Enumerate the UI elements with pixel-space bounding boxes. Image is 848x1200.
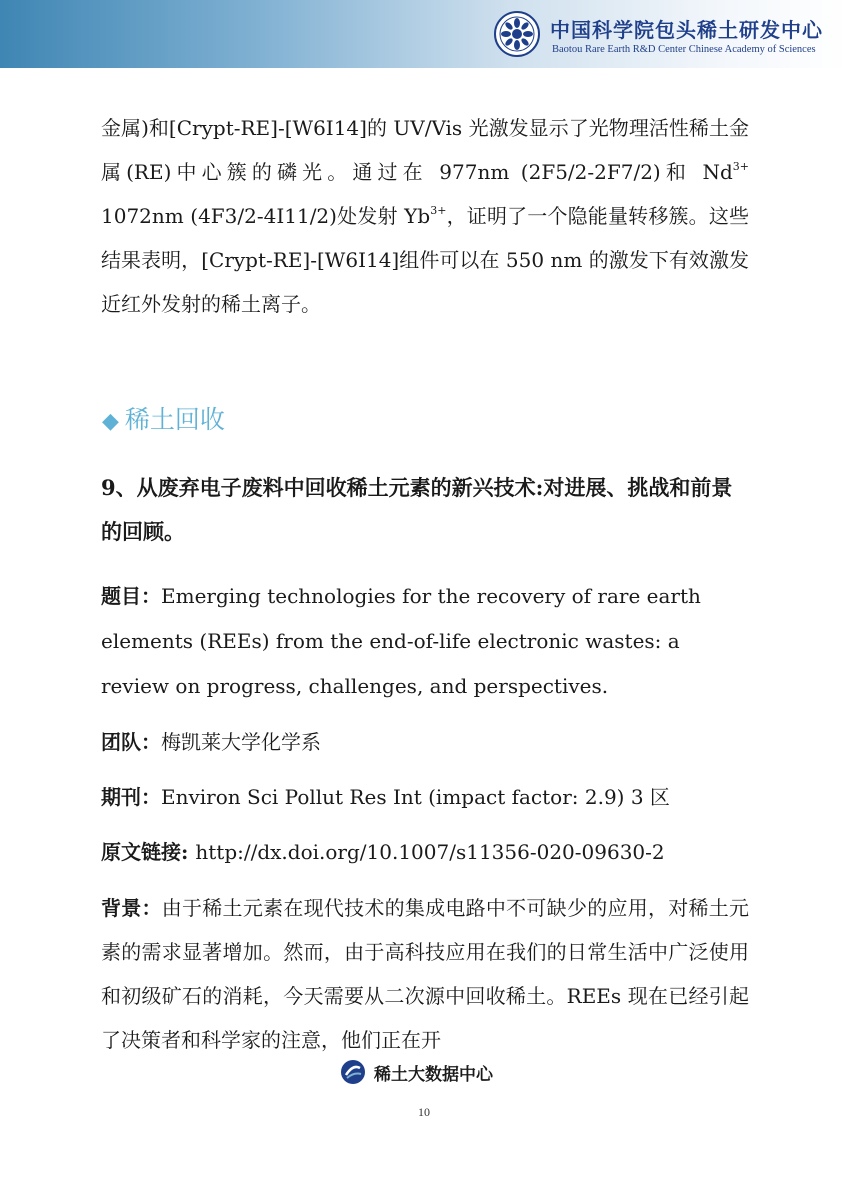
doi-link[interactable]: http://dx.doi.org/10.1007/s11356-020-09630-2	[195, 840, 665, 864]
cas-logo-icon	[494, 11, 540, 57]
article-title: 9、从废弃电子废料中回收稀土元素的新兴技术:对进展、挑战和前景的回顾。	[101, 475, 733, 544]
re-logo-icon	[340, 1059, 366, 1085]
team-value: 梅凯莱大学化学系	[161, 730, 321, 754]
nd-superscript: 3+	[732, 160, 749, 173]
diamond-bullet-icon: ◆	[102, 409, 119, 434]
intro-text-2: 1072nm (4F3/2-4I11/2)处发射 Yb	[101, 204, 431, 228]
link-field	[101, 830, 749, 875]
journal-field	[101, 775, 749, 820]
background-paragraph	[101, 886, 749, 1062]
intro-text-1: 金属)和[Crypt-RE]-[W6I14]的 UV/Vis 光激发显示了光物理活性稀土金属(RE)中心簇的磷光。通过在 977nm (2F5/2-2F7/2)和 Nd	[101, 116, 749, 184]
team-label: 团队：	[101, 730, 161, 754]
title-label: 题目：	[101, 584, 161, 608]
intro-paragraph	[101, 106, 749, 326]
background-value: 由于稀土元素在现代技术的集成电路中不可缺少的应用，对稀土元素的需求显著增加。然而，由于高科技应用在我们的日常生活中广泛使用和初级矿石的消耗，今天需要从二次源中回收稀土。REEs 现在已经引起了决策者和科学家的注意，他们正在开	[101, 896, 750, 1052]
footer-logo-text: 稀土大数据中心	[374, 1064, 493, 1085]
org-name-cn: 中国科学院包头稀土研发中心	[550, 18, 823, 42]
intro-text-3: ，证明了一个隐能量转移簇。这些结果表明，[Crypt-RE]-[W6I14]组件可以在 550 nm 的激发下有效激发近红外发射的稀土离子。	[101, 204, 750, 316]
journal-label: 期刊：	[101, 785, 161, 809]
footer-logo	[340, 1058, 493, 1086]
page-number: 10	[418, 1105, 430, 1119]
title-field	[101, 574, 749, 709]
background-label: 背景：	[101, 896, 162, 920]
team-field	[101, 720, 749, 765]
org-name-en: Baotou Rare Earth R&D Center Chinese Academy of Sciences	[552, 44, 816, 55]
yb-superscript: 3+	[430, 204, 447, 217]
title-value: Emerging technologies for the recovery of rare earth elements (REEs) from the end-of-life electronic wastes: a review on progress, challenges, and perspectives.	[101, 584, 701, 698]
link-label: 原文链接:	[101, 840, 196, 864]
section-heading	[102, 400, 225, 436]
section-heading-text: 稀土回收	[124, 405, 225, 434]
journal-value: Environ Sci Pollut Res Int (impact factor: 2.9) 3 区	[161, 785, 670, 809]
